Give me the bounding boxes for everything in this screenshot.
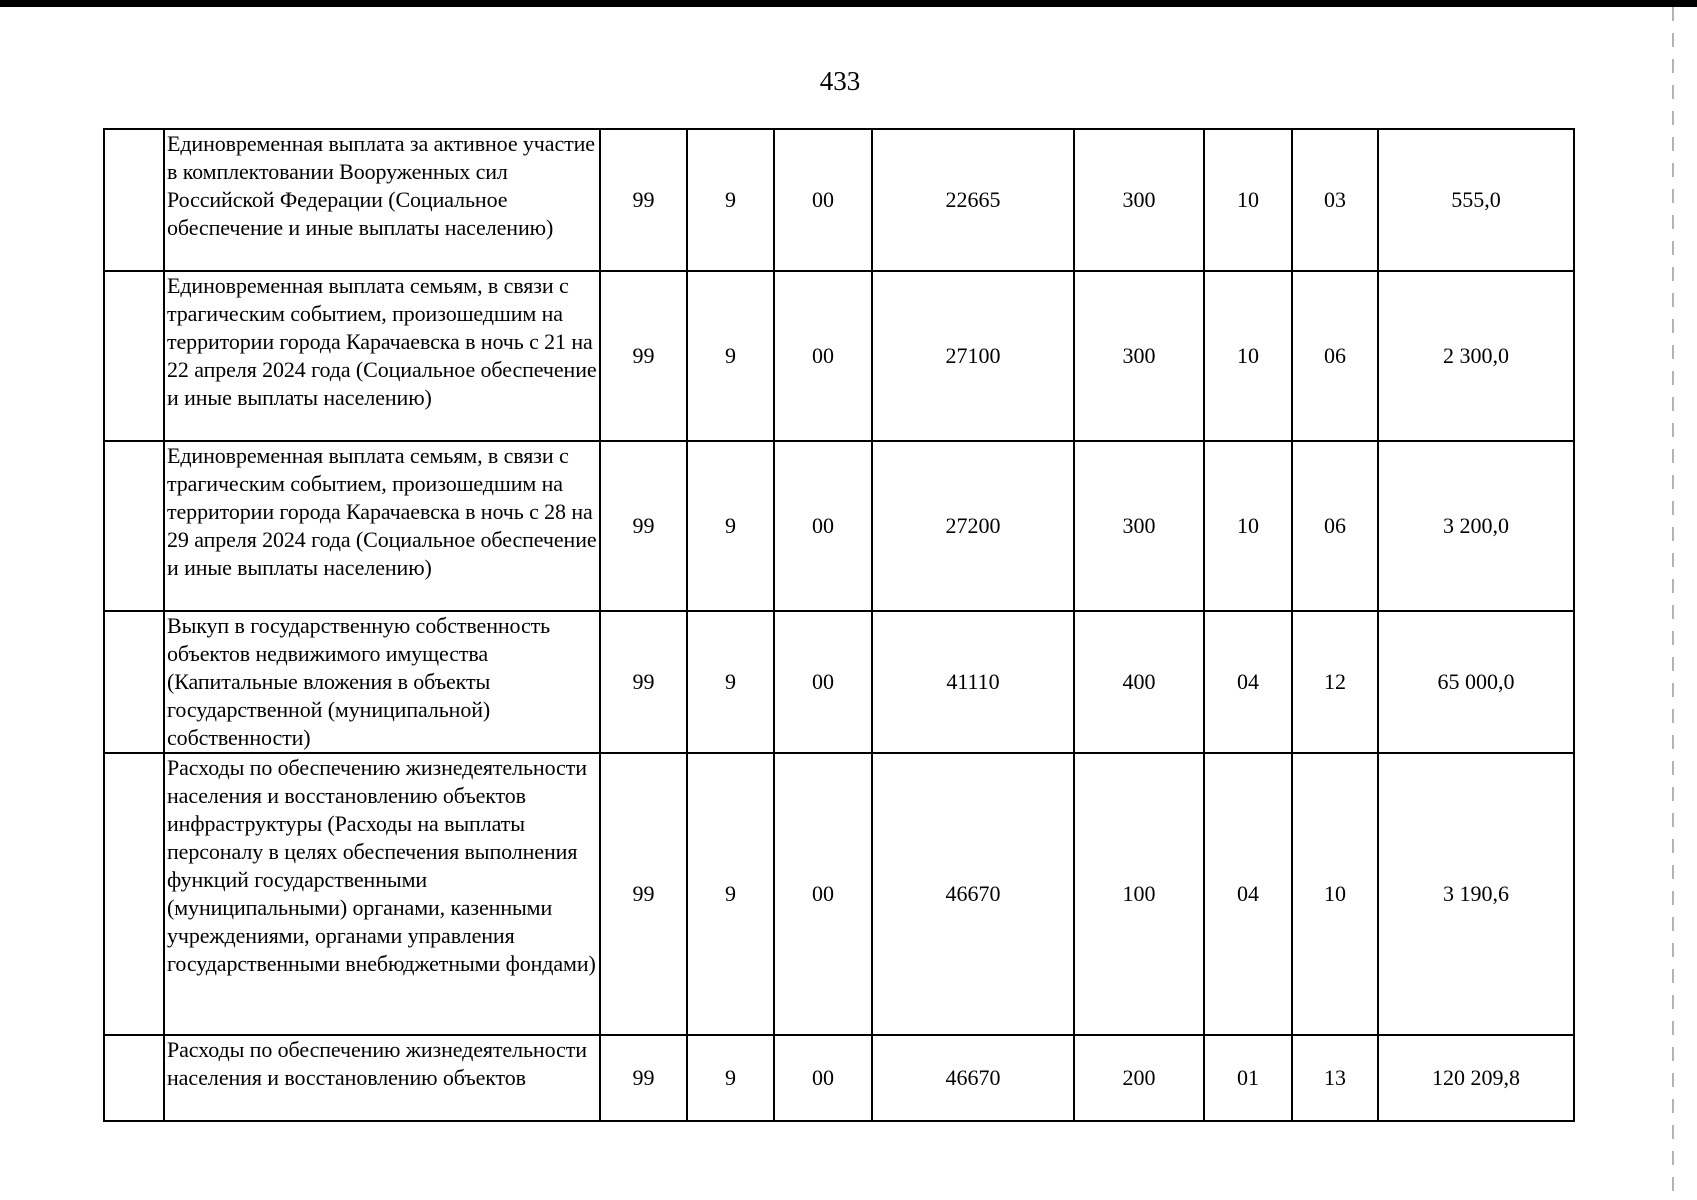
section-cell: 10: [1204, 441, 1292, 611]
direction-code-cell: 27200: [872, 441, 1074, 611]
subsection-cell: 10: [1292, 753, 1378, 1035]
section-cell: 10: [1204, 129, 1292, 271]
description-cell: Выкуп в государственную собственность объектов недвижимого имущества (Капитальные вложения в объекты государственной (муниципальной) собственности): [164, 611, 600, 753]
direction-code-cell: 27100: [872, 271, 1074, 441]
direction-code-cell: 46670: [872, 1035, 1074, 1121]
main-activity-code-cell: 00: [774, 611, 872, 753]
direction-code-cell: 46670: [872, 753, 1074, 1035]
direction-code-cell: 22665: [872, 129, 1074, 271]
row-index-cell: [104, 1035, 164, 1121]
subsection-cell: 03: [1292, 129, 1378, 271]
expense-type-cell: 300: [1074, 441, 1204, 611]
section-cell: 10: [1204, 271, 1292, 441]
program-code-cell: 99: [600, 1035, 687, 1121]
main-activity-code-cell: 00: [774, 753, 872, 1035]
subprogram-code-cell: 9: [687, 129, 774, 271]
table-row: [104, 271, 1574, 441]
table-row: [104, 611, 1574, 753]
table-row: [104, 1035, 1574, 1121]
expense-type-cell: 100: [1074, 753, 1204, 1035]
subsection-cell: 12: [1292, 611, 1378, 753]
program-code-cell: 99: [600, 129, 687, 271]
description-cell: Расходы по обеспечению жизнедеятельности населения и восстановлению объектов: [164, 1035, 600, 1121]
amount-cell: 3 190,6: [1378, 753, 1574, 1035]
main-activity-code-cell: 00: [774, 441, 872, 611]
subsection-cell: 06: [1292, 271, 1378, 441]
section-cell: 04: [1204, 611, 1292, 753]
main-activity-code-cell: 00: [774, 129, 872, 271]
row-index-cell: [104, 129, 164, 271]
description-cell: Единовременная выплата семьям, в связи с трагическим событием, произошедшим на территории города Карачаевска в ночь с 21 на 22 апреля 2024 года (Социальное обеспечение и иные выплаты населению): [164, 271, 600, 441]
table-row: [104, 753, 1574, 1035]
row-index-cell: [104, 611, 164, 753]
scan-right-edge: [1672, 7, 1674, 1200]
row-index-cell: [104, 271, 164, 441]
subprogram-code-cell: 9: [687, 441, 774, 611]
expense-type-cell: 200: [1074, 1035, 1204, 1121]
main-activity-code-cell: 00: [774, 271, 872, 441]
program-code-cell: 99: [600, 611, 687, 753]
subprogram-code-cell: 9: [687, 1035, 774, 1121]
amount-cell: 120 209,8: [1378, 1035, 1574, 1121]
program-code-cell: 99: [600, 441, 687, 611]
description-cell: Расходы по обеспечению жизнедеятельности населения и восстановлению объектов инфраструктуры (Расходы на выплаты персоналу в целях обеспечения выполнения функций государственными (муниципальными) органами, казенными учреждениями, органами управления государственными внебюджетными фондами): [164, 753, 600, 1035]
main-activity-code-cell: 00: [774, 1035, 872, 1121]
direction-code-cell: 41110: [872, 611, 1074, 753]
description-cell: Единовременная выплата за активное участие в комплектовании Вооруженных сил Российской Федерации (Социальное обеспечение и иные выплаты населению): [164, 129, 600, 271]
program-code-cell: 99: [600, 271, 687, 441]
row-index-cell: [104, 441, 164, 611]
amount-cell: 65 000,0: [1378, 611, 1574, 753]
subsection-cell: 06: [1292, 441, 1378, 611]
table-row: [104, 129, 1574, 271]
page-number: 433: [819, 66, 861, 96]
section-cell: 04: [1204, 753, 1292, 1035]
table-row: [104, 441, 1574, 611]
expense-type-cell: 300: [1074, 129, 1204, 271]
description-cell: Единовременная выплата семьям, в связи с трагическим событием, произошедшим на территории города Карачаевска в ночь с 28 на 29 апреля 2024 года (Социальное обеспечение и иные выплаты населению): [164, 441, 600, 611]
amount-cell: 3 200,0: [1378, 441, 1574, 611]
table-body: [104, 129, 1574, 1121]
scan-top-border: [0, 0, 1697, 7]
amount-cell: 2 300,0: [1378, 271, 1574, 441]
budget-table: [103, 128, 1575, 1122]
subprogram-code-cell: 9: [687, 271, 774, 441]
program-code-cell: 99: [600, 753, 687, 1035]
section-cell: 01: [1204, 1035, 1292, 1121]
subsection-cell: 13: [1292, 1035, 1378, 1121]
row-index-cell: [104, 753, 164, 1035]
subprogram-code-cell: 9: [687, 611, 774, 753]
expense-type-cell: 400: [1074, 611, 1204, 753]
amount-cell: 555,0: [1378, 129, 1574, 271]
subprogram-code-cell: 9: [687, 753, 774, 1035]
expense-type-cell: 300: [1074, 271, 1204, 441]
